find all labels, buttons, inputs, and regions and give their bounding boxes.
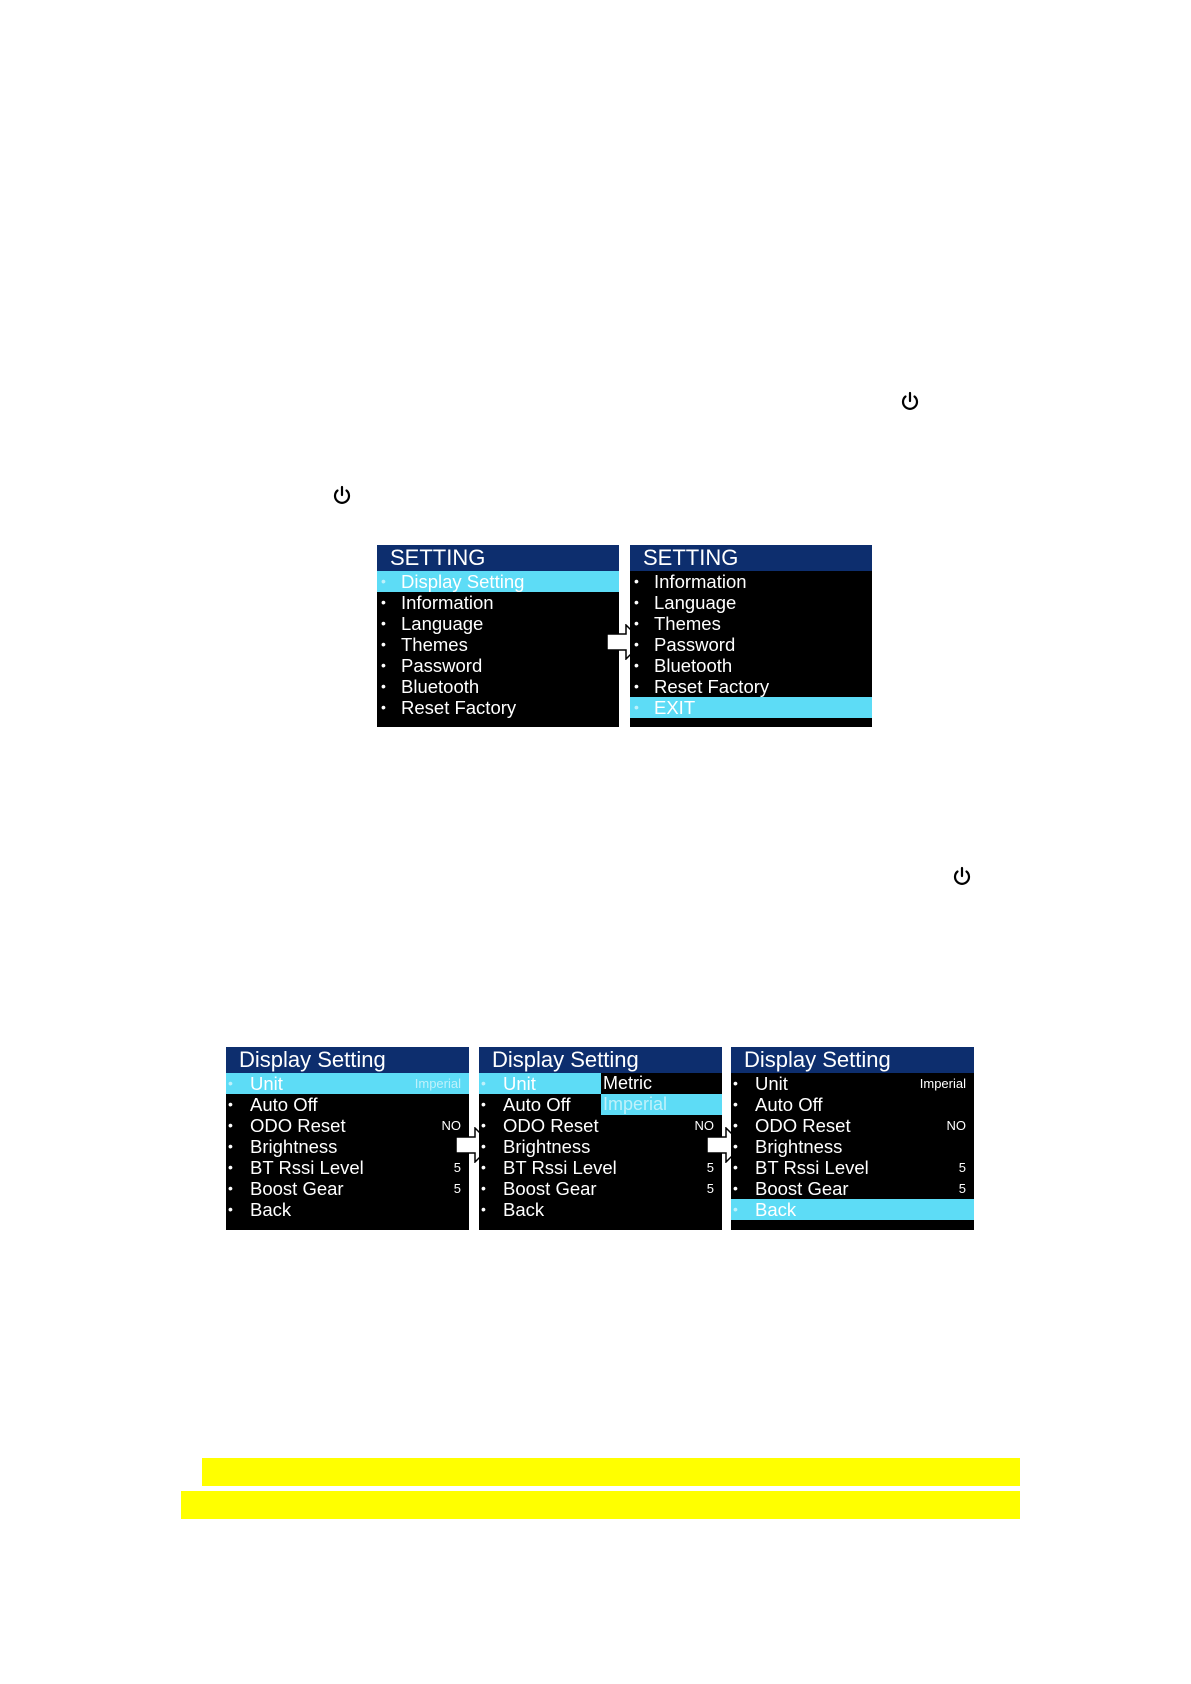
bullet: •	[381, 699, 386, 715]
bullet: •	[228, 1075, 233, 1091]
menu-item-unit[interactable]: • Unit Imperial	[733, 1073, 966, 1094]
bullet: •	[228, 1180, 233, 1196]
menu-item-bt-rssi-level[interactable]: • BT Rssi Level 5	[733, 1157, 966, 1178]
bullet: •	[481, 1201, 486, 1217]
bullet: •	[733, 1201, 738, 1217]
screen-title: SETTING	[630, 545, 872, 571]
menu-item-password[interactable]: • Password	[634, 634, 736, 655]
bullet: •	[381, 615, 386, 631]
bullet: •	[481, 1159, 486, 1175]
menu-item-bluetooth[interactable]: • Bluetooth	[634, 655, 733, 676]
setting-screen-2	[630, 545, 872, 727]
menu-item-boost-gear[interactable]: • Boost Gear 5	[733, 1178, 966, 1199]
bullet: •	[228, 1201, 233, 1217]
menu-item-unit[interactable]: • Unit	[479, 1073, 722, 1094]
menu-item-odo-reset[interactable]: • ODO Reset NO	[228, 1115, 461, 1136]
menu-item-back[interactable]: • Back	[228, 1199, 292, 1220]
bullet: •	[381, 594, 386, 610]
menu-item-odo-reset[interactable]: • ODO Reset NO	[733, 1115, 966, 1136]
bullet: •	[634, 678, 639, 694]
bullet: •	[634, 594, 639, 610]
bullet: •	[733, 1075, 738, 1091]
menu-item-themes[interactable]: • Themes	[381, 634, 468, 655]
display-setting-screen-2	[479, 1047, 722, 1230]
setting-screen-1	[377, 545, 619, 727]
screen-title: Display Setting	[731, 1047, 974, 1073]
bullet: •	[634, 615, 639, 631]
power-icon	[898, 390, 922, 414]
menu-item-bt-rssi-level[interactable]: • BT Rssi Level 5	[481, 1157, 714, 1178]
power-icon	[330, 484, 354, 508]
highlight-bar	[181, 1491, 1020, 1519]
power-icon	[950, 865, 974, 889]
menu-item-exit[interactable]: • EXIT	[630, 697, 872, 718]
bullet: •	[733, 1180, 738, 1196]
bullet: •	[381, 678, 386, 694]
menu-item-brightness[interactable]: • Brightness	[481, 1136, 591, 1157]
bullet: •	[733, 1117, 738, 1133]
menu-item-bluetooth[interactable]: • Bluetooth	[381, 676, 480, 697]
menu-item-brightness[interactable]: • Brightness	[228, 1136, 338, 1157]
menu-item-language[interactable]: • Language	[381, 613, 484, 634]
bullet: •	[733, 1096, 738, 1112]
bullet: •	[481, 1138, 486, 1154]
bullet: •	[228, 1096, 233, 1112]
bullet: •	[634, 573, 639, 589]
bullet: •	[481, 1096, 486, 1112]
screen-title: Display Setting	[479, 1047, 722, 1073]
bullet: •	[481, 1180, 486, 1196]
bullet: •	[228, 1138, 233, 1154]
menu-item-back[interactable]: • Back	[481, 1199, 545, 1220]
unit-option-imperial[interactable]: Imperial	[601, 1094, 722, 1115]
menu-item-boost-gear[interactable]: • Boost Gear 5	[481, 1178, 714, 1199]
menu-item-boost-gear[interactable]: • Boost Gear 5	[228, 1178, 461, 1199]
menu-item-odo-reset[interactable]: • ODO Reset NO	[481, 1115, 714, 1136]
bullet: •	[228, 1117, 233, 1133]
menu-item-brightness[interactable]: • Brightness	[733, 1136, 843, 1157]
menu-item-back[interactable]: • Back	[731, 1199, 974, 1220]
bullet: •	[634, 657, 639, 673]
bullet: •	[634, 636, 639, 652]
bullet: •	[481, 1075, 486, 1091]
menu-item-themes[interactable]: • Themes	[634, 613, 721, 634]
display-setting-screen-1	[226, 1047, 469, 1230]
bullet: •	[481, 1117, 486, 1133]
menu-item-bt-rssi-level[interactable]: • BT Rssi Level 5	[228, 1157, 461, 1178]
menu-item-display-setting[interactable]: • Display Setting	[377, 571, 619, 592]
menu-item-auto-off[interactable]: • Auto Off	[481, 1094, 571, 1115]
unit-option-metric[interactable]: Metric	[601, 1073, 722, 1094]
bullet: •	[733, 1159, 738, 1175]
bullet: •	[634, 699, 639, 715]
bullet: •	[733, 1138, 738, 1154]
menu-item-information[interactable]: • Information	[381, 592, 494, 613]
display-setting-screen-3	[731, 1047, 974, 1230]
menu-item-language[interactable]: • Language	[634, 592, 737, 613]
bullet: •	[381, 636, 386, 652]
highlight-bar	[202, 1458, 1020, 1486]
menu-item-reset-factory[interactable]: • Reset Factory	[634, 676, 770, 697]
menu-item-unit[interactable]: • Unit Imperial	[226, 1073, 469, 1094]
screen-title: Display Setting	[226, 1047, 469, 1073]
bullet: •	[381, 657, 386, 673]
bullet: •	[228, 1159, 233, 1175]
menu-item-password[interactable]: • Password	[381, 655, 483, 676]
menu-item-auto-off[interactable]: • Auto Off	[733, 1094, 823, 1115]
bullet: •	[381, 573, 386, 589]
menu-item-auto-off[interactable]: • Auto Off	[228, 1094, 318, 1115]
menu-item-reset-factory[interactable]: • Reset Factory	[381, 697, 517, 718]
screen-title: SETTING	[377, 545, 619, 571]
menu-item-information[interactable]: • Information	[634, 571, 747, 592]
